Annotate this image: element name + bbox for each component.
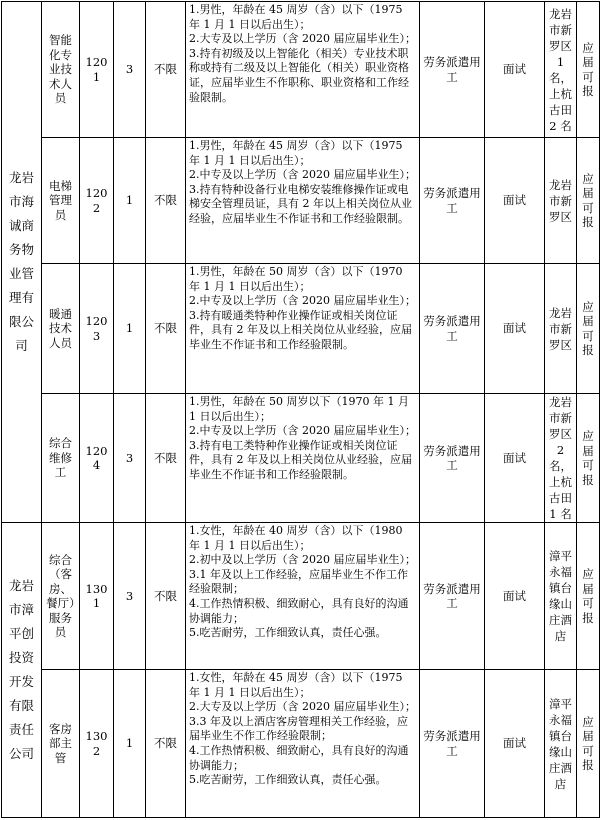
remark: 应届可报	[577, 523, 600, 670]
headcount: 1	[114, 670, 146, 818]
requirements	[186, 523, 420, 670]
requirement-item: 1.女性，年龄在 40 周岁（含）以下（1980 年 1 月 1 日以后出生）；	[189, 524, 403, 552]
major-requirement: 不限	[146, 2, 186, 138]
work-location: 龙岩市新罗区 2 名，上杭古田 1 名	[545, 394, 577, 523]
org-name: 龙岩市漳平创投资开发有限责任公司	[2, 523, 42, 818]
requirement-item: 3.持有特种设备行业电梯安装维修操作证或电梯安全管理员证，具有 2 年以上相关岗位从业经验，应届毕业生不作证书和工作经验限制。	[189, 182, 412, 225]
requirements	[186, 2, 420, 138]
employment-type: 劳务派遣用工	[420, 670, 485, 818]
major-requirement: 不限	[146, 264, 186, 394]
work-location: 龙岩市新罗区 1 名，上杭古田 2 名	[545, 2, 577, 138]
position-name: 综合（客房、餐厅）服务员	[42, 523, 80, 670]
requirement-item: 3.持有电工类特种作业操作证或相关岗位证件，具有 2 年及以上相关岗位从业经验，应届毕业生不作证书和工作经验限制。	[189, 438, 412, 481]
requirement-item: 1.男性，年龄在 50 周岁以下（1970 年 1 月 1 日以后出生）；	[189, 395, 409, 423]
requirements	[186, 138, 420, 264]
requirement-item: 4.工作热情积极、细致耐心，具有良好的沟通协调能力；	[189, 743, 409, 772]
requirement-item: 2.初中及以上学历（含 2020 届应届毕业生）；	[189, 553, 416, 567]
remark: 应届可报	[577, 394, 600, 523]
requirement-item: 1.女性，年龄在 45 周岁（含）以下（1975 年 1 月 1 日以后出生）；	[189, 671, 403, 699]
position-code: 1301	[80, 523, 114, 670]
exam-method: 面试	[485, 138, 545, 264]
requirement-item: 1.男性，年龄在 50 周岁（含）以下（1970 年 1 月 1 日以后出生）；	[189, 265, 403, 293]
headcount: 3	[114, 523, 146, 670]
org-name: 龙岩市海诚商务物业管理有限公司	[2, 2, 42, 523]
major-requirement: 不限	[146, 670, 186, 818]
exam-method: 面试	[485, 523, 545, 670]
requirement-item: 2.大专及以上学历（含 2020 届应届毕业生）；	[189, 700, 416, 714]
exam-method: 面试	[485, 2, 545, 138]
employment-type: 劳务派遣用工	[420, 394, 485, 523]
exam-method: 面试	[485, 264, 545, 394]
requirement-item: 2.中专及以上学历（含 2020 届应届毕业生）；	[189, 168, 416, 182]
table-row	[2, 523, 600, 670]
position-name: 综合维修工	[42, 394, 80, 523]
requirements	[186, 264, 420, 394]
exam-method: 面试	[485, 670, 545, 818]
employment-type: 劳务派遣用工	[420, 264, 485, 394]
requirements	[186, 394, 420, 523]
requirement-item: 2.中专及以上学历（含 2020 届应届毕业生）；	[189, 294, 416, 308]
headcount: 3	[114, 2, 146, 138]
table-row	[2, 670, 600, 818]
position-code: 1302	[80, 670, 114, 818]
remark: 应届可报	[577, 2, 600, 138]
work-location: 龙岩市新罗区	[545, 138, 577, 264]
headcount: 3	[114, 394, 146, 523]
requirement-item: 5.吃苦耐劳，工作细致认真，责任心强。	[189, 773, 387, 787]
headcount: 1	[114, 138, 146, 264]
requirement-item: 3.持有暖通类特种作业操作证或相关岗位证件，具有 2 年及以上相关岗位从业经验，应届毕业生不作证书和工作经验限制。	[189, 308, 412, 351]
position-name: 电梯管理员	[42, 138, 80, 264]
requirement-item: 3.3 年及以上酒店客房管理相关工作经验，应届毕业生不作工作经验限制；	[189, 714, 408, 743]
requirements	[186, 670, 420, 818]
remark: 应届可报	[577, 138, 600, 264]
requirement-item: 2.大专及以上学历（含 2020 届应届毕业生）；	[189, 32, 416, 46]
employment-type: 劳务派遣用工	[420, 2, 485, 138]
position-code: 1203	[80, 264, 114, 394]
table-row	[2, 264, 600, 394]
position-code: 1202	[80, 138, 114, 264]
exam-method: 面试	[485, 394, 545, 523]
table-row	[2, 394, 600, 523]
position-name: 暖通技术人员	[42, 264, 80, 394]
major-requirement: 不限	[146, 138, 186, 264]
requirement-item: 3.持有初级及以上智能化（相关）专业技术职称或持有二级及以上智能化（相关）职业资格证，应届毕业生不作职称、职业资格和工作经验限制。	[189, 46, 409, 104]
remark: 应届可报	[577, 264, 600, 394]
position-code: 1201	[80, 2, 114, 138]
major-requirement: 不限	[146, 394, 186, 523]
position-name: 智能化专业技术人员	[42, 2, 80, 138]
requirement-item: 1.男性，年龄在 45 周岁（含）以下（1975 年 1 月 1 日以后出生）；	[189, 139, 403, 167]
requirement-item: 3.1 年及以上工作经验，应届毕业生不作工作经验限制；	[189, 567, 408, 596]
work-location: 漳平永福镇台缘山庄酒店	[545, 523, 577, 670]
table-row	[2, 138, 600, 264]
recruitment-table	[1, 1, 600, 818]
work-location: 漳平永福镇台缘山庄酒店	[545, 670, 577, 818]
work-location: 龙岩市新罗区	[545, 264, 577, 394]
employment-type: 劳务派遣用工	[420, 523, 485, 670]
requirement-item: 2.中专及以上学历（含 2020 届应届毕业生）；	[189, 424, 416, 438]
requirement-item: 4.工作热情积极、细致耐心，具有良好的沟通协调能力；	[189, 596, 409, 625]
employment-type: 劳务派遣用工	[420, 138, 485, 264]
position-code: 1204	[80, 394, 114, 523]
headcount: 1	[114, 264, 146, 394]
remark: 应届可报	[577, 670, 600, 818]
position-name: 客房部主管	[42, 670, 80, 818]
table-row	[2, 2, 600, 138]
requirement-item: 5.吃苦耐劳，工作细致认真，责任心强。	[189, 626, 387, 640]
requirement-item: 1.男性，年龄在 45 周岁（含）以下（1975 年 1 月 1 日以后出生）；	[189, 3, 403, 31]
major-requirement: 不限	[146, 523, 186, 670]
